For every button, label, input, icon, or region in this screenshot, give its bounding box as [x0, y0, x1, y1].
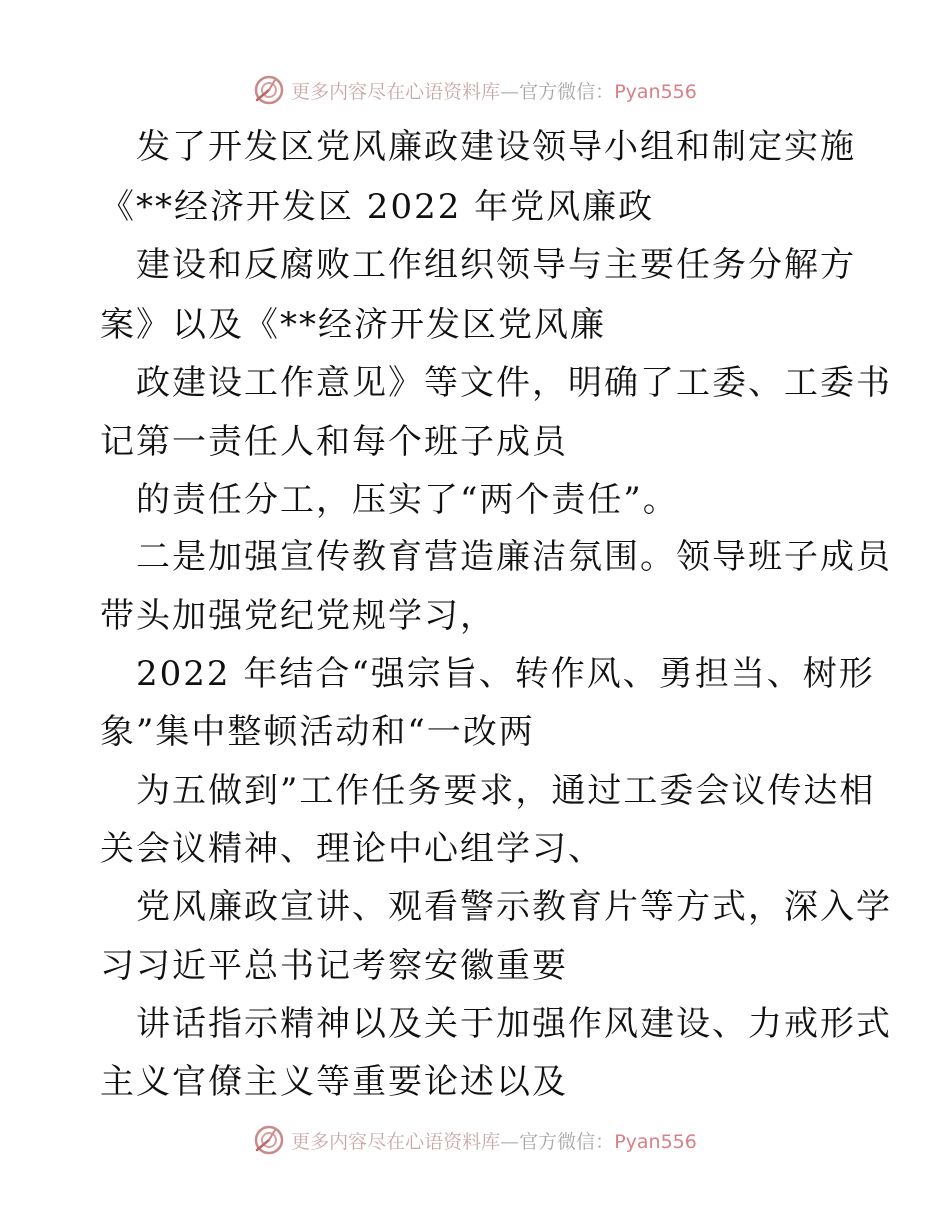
text-line: 的责任分工，压实了“两个责任”。: [136, 480, 679, 520]
text-line: 主义官僚主义等重要论述以及: [100, 1062, 568, 1102]
text-line: 为五做到”工作任务要求，通过工委会议传达相: [136, 771, 876, 811]
watermark-logo-icon: [253, 1124, 285, 1156]
footer-watermark-title: 更多内容尽在心语资料库: [291, 1130, 501, 1153]
text-line: 二是加强宣传教育营造廉洁氛围。领导班子成员: [136, 537, 892, 577]
footer-watermark-wechat-id: Pyan556: [614, 1130, 697, 1153]
text-line: 发了开发区党风廉政建设领导小组和制定实施: [136, 127, 856, 167]
text-line: 关会议精神、理论中心组学习、: [100, 829, 604, 869]
text-line: 习习近平总书记考察安徽重要: [100, 946, 568, 986]
header-watermark-wechat-id: Pyan556: [614, 80, 697, 103]
text-line: 象”集中整顿活动和“一改两: [100, 712, 535, 752]
text-line: 党风廉政宣讲、观看警示教育片等方式，深入学: [136, 887, 892, 927]
footer-watermark-dash: —: [500, 1130, 520, 1153]
header-watermark-title: 更多内容尽在心语资料库: [291, 80, 501, 103]
footer-watermark-wechat-label: 官方微信：: [519, 1130, 615, 1153]
text-line: 建设和反腐败工作组织领导与主要任务分解方: [136, 245, 856, 285]
header-watermark-dash: —: [500, 80, 520, 103]
footer-watermark-banner: [0, 1120, 950, 1160]
text-line: 讲话指示精神以及关于加强作风建设、力戒形式: [136, 1004, 892, 1044]
text-line: 2022 年结合“强宗旨、转作风、勇担当、树形: [136, 654, 875, 694]
text-line: 案》以及《**经济开发区党风廉: [100, 305, 606, 345]
text-line: 政建设工作意见》等文件，明确了工委、工委书: [136, 363, 892, 403]
text-line: 带头加强党纪党规学习，: [100, 596, 496, 636]
text-line: 《**经济开发区 2022 年党风廉政: [100, 187, 655, 227]
header-watermark-wechat-label: 官方微信：: [519, 80, 615, 103]
text-line: 记第一责任人和每个班子成员: [100, 422, 568, 462]
footer-watermark-text: [291, 1127, 697, 1154]
